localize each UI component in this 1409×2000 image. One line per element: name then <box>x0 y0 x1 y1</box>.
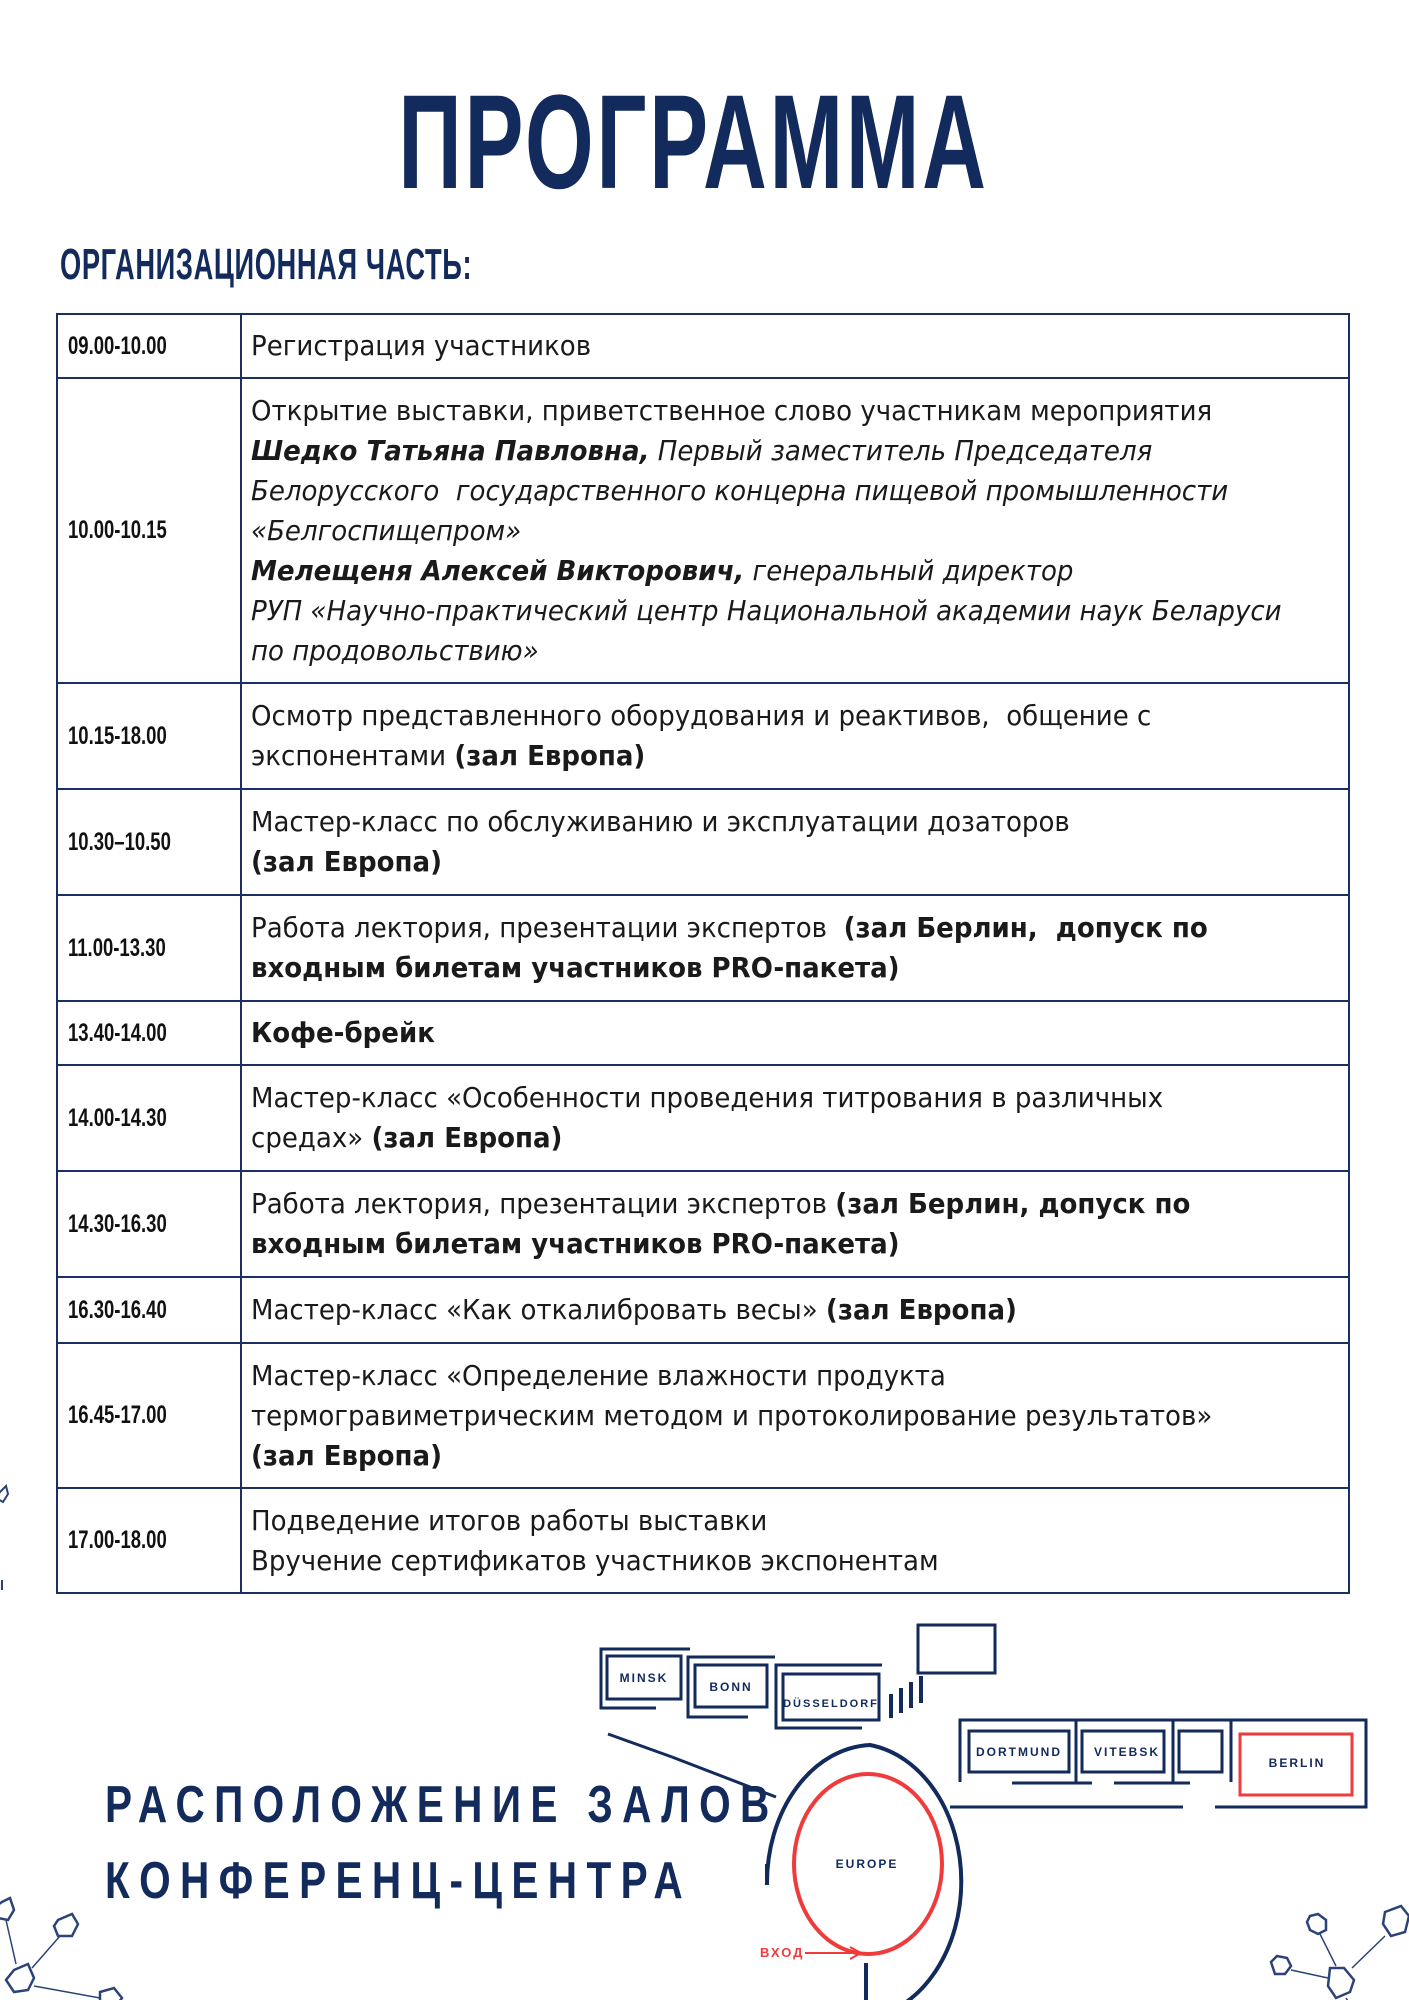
program-description-line <box>251 842 1262 882</box>
program-description-line <box>251 948 1262 988</box>
program-time-cell <box>57 1343 241 1488</box>
program-time-cell <box>57 1488 241 1593</box>
description-emphasis: генеральный директор <box>744 553 1074 587</box>
program-time: 16.30-16.40 <box>68 1295 167 1324</box>
room-unnamed-small <box>1179 1731 1222 1772</box>
program-time: 13.40-14.00 <box>68 1018 167 1047</box>
program-description-line <box>251 1118 1262 1158</box>
program-table-body <box>57 314 1349 1593</box>
program-row <box>57 1343 1349 1488</box>
program-description-cell <box>241 789 1349 895</box>
program-description-line <box>251 326 1262 366</box>
program-time-cell <box>57 314 241 378</box>
description-text: термогравиметрическим методом и протоколирование результатов» <box>251 1398 1213 1432</box>
program-description-cell <box>241 378 1349 683</box>
description-emphasis: (зал Берлин, допуск по <box>843 911 1208 944</box>
program-description-cell <box>241 1488 1349 1593</box>
description-emphasis: «Белгоспищепром» <box>251 513 522 547</box>
description-emphasis: (зал Европа) <box>371 1121 563 1154</box>
description-emphasis: (зал Европа) <box>454 739 646 772</box>
program-description-line <box>251 908 1262 948</box>
program-description-line <box>251 1356 1262 1396</box>
program-description-line <box>251 1436 1262 1476</box>
program-description-line <box>251 1013 1262 1053</box>
program-time: 16.45-17.00 <box>68 1401 167 1429</box>
program-time-cell <box>57 378 241 683</box>
label-berlin: BERLIN <box>1268 1756 1326 1770</box>
program-row <box>57 683 1349 789</box>
program-description-line <box>251 802 1262 842</box>
description-text: Вручение сертификатов участников экспонентам <box>251 1543 939 1577</box>
program-description-line <box>251 1290 1262 1330</box>
program-description-line <box>251 431 1262 471</box>
description-emphasis: Первый заместитель Председателя <box>649 433 1153 467</box>
program-time: 09.00-10.00 <box>68 331 167 360</box>
description-emphasis: РУП «Научно-практический центр Национальной академии наук Беларуси <box>251 593 1282 627</box>
program-description-line <box>251 591 1282 631</box>
program-description-line <box>251 1396 1262 1436</box>
program-description-cell <box>241 1171 1349 1277</box>
program-time-cell <box>57 1065 241 1171</box>
description-emphasis: Кофе-брейк <box>251 1016 435 1049</box>
program-time: 14.30-16.30 <box>68 1209 167 1238</box>
description-text: Мастер-класс «Определение влажности продукта <box>251 1358 946 1392</box>
map-heading-line1: РАСПОЛОЖЕНИЕ ЗАЛОВ <box>105 1776 779 1834</box>
program-time: 10.15-18.00 <box>68 721 167 750</box>
program-row <box>57 1171 1349 1277</box>
program-description-line <box>251 1078 1262 1118</box>
program-time-cell <box>57 789 241 895</box>
program-description-line <box>251 1541 1262 1581</box>
stairs-icon <box>891 1676 921 1718</box>
program-description-line <box>251 1224 1262 1264</box>
molecule-bottom-right-icon <box>1260 1880 1409 2000</box>
program-description-cell <box>241 683 1349 789</box>
program-description-line <box>251 551 1262 591</box>
description-text: Мастер-класс «Как откалибровать весы» <box>251 1293 826 1326</box>
floor-plan-map <box>0 1600 1409 2000</box>
program-description-line <box>251 471 1262 511</box>
program-row <box>57 1065 1349 1171</box>
room-unnamed-top <box>918 1625 995 1673</box>
program-row <box>57 378 1349 683</box>
description-text: Регистрация участников <box>251 329 592 362</box>
program-description-cell <box>241 314 1349 378</box>
program-table <box>56 313 1350 1594</box>
entrance-label: ВХОД <box>760 1945 805 1960</box>
program-row <box>57 789 1349 895</box>
description-emphasis: (зал Европа) <box>251 845 443 878</box>
label-europe: EUROPE <box>835 1857 899 1871</box>
program-time: 10.30–10.50 <box>68 827 171 856</box>
program-description-cell <box>241 1277 1349 1343</box>
description-emphasis: входным билетам участников PRO-пакета) <box>251 951 900 984</box>
description-emphasis: (зал Европа) <box>251 1438 443 1472</box>
program-time-cell <box>57 1277 241 1343</box>
molecule-left-icon <box>0 1480 30 1590</box>
program-row <box>57 895 1349 1001</box>
description-emphasis: (зал Берлин, допуск по <box>835 1187 1191 1220</box>
program-description-cell <box>241 1001 1349 1065</box>
description-text: Мастер-класс по обслуживанию и эксплуатации дозаторов <box>251 805 1070 838</box>
corridor-line <box>608 1734 672 1757</box>
program-time-cell <box>57 1171 241 1277</box>
description-text: Работа лектория, презентации экспертов <box>251 911 844 944</box>
program-description-line <box>251 1184 1262 1224</box>
label-minsk: MINSK <box>619 1671 669 1685</box>
program-time: 14.00-14.30 <box>68 1103 167 1132</box>
description-text: экспонентами <box>251 739 455 772</box>
program-description-line <box>251 391 1262 431</box>
map-heading-line2: КОНФЕРЕНЦ-ЦЕНТРА <box>105 1852 693 1910</box>
program-row <box>57 314 1349 378</box>
label-dusseldorf: DÜSSELDORF <box>783 1698 879 1710</box>
program-time: 10.00-10.15 <box>68 516 167 544</box>
description-text: Работа лектория, презентации экспертов <box>251 1187 836 1220</box>
program-time-cell <box>57 895 241 1001</box>
description-emphasis: входным билетам участников PRO-пакета) <box>251 1227 900 1260</box>
program-description-line <box>251 631 1262 671</box>
description-text: Мастер-класс «Особенности проведения титрования в различных <box>251 1081 1164 1114</box>
program-description-cell <box>241 1065 1349 1171</box>
section-subtitle: ОРГАНИЗАЦИОННАЯ ЧАСТЬ: <box>60 240 473 289</box>
program-description-cell <box>241 1343 1349 1488</box>
description-emphasis: (зал Европа) <box>825 1293 1017 1326</box>
label-dortmund: DORTMUND <box>976 1745 1062 1759</box>
program-description-cell <box>241 895 1349 1001</box>
program-row <box>57 1001 1349 1065</box>
program-time: 11.00-13.30 <box>68 933 166 962</box>
program-row <box>57 1488 1349 1593</box>
hall-dusseldorf <box>776 1665 882 1728</box>
description-emphasis: Мелещеня Алексей Викторович, <box>251 553 745 587</box>
description-emphasis: по продовольствию» <box>251 633 539 667</box>
program-description-line <box>251 736 1262 776</box>
description-text: средах» <box>251 1121 372 1154</box>
program-time-cell <box>57 683 241 789</box>
entrance-arrow-icon <box>805 1947 861 1959</box>
label-bonn: BONN <box>709 1680 753 1694</box>
label-vitebsk: VITEBSK <box>1093 1745 1161 1759</box>
description-text: Подведение итогов работы выставки <box>251 1503 768 1537</box>
description-text: Открытие выставки, приветственное слово участникам мероприятия <box>251 393 1213 427</box>
program-time: 17.00-18.00 <box>68 1526 167 1554</box>
description-text: Осмотр представленного оборудования и реактивов, общение с <box>251 699 1152 732</box>
program-description-line <box>251 1501 1262 1541</box>
description-emphasis: Шедко Татьяна Павловна, <box>251 433 650 467</box>
program-description-line <box>251 696 1262 736</box>
program-time-cell <box>57 1001 241 1065</box>
description-emphasis: Белорусского государственного концерна пищевой промышленности <box>251 473 1229 507</box>
program-row <box>57 1277 1349 1343</box>
molecule-bottom-left-icon <box>0 1880 140 2000</box>
program-description-line <box>251 511 1262 551</box>
page-title: ПРОГРАММА <box>398 68 989 217</box>
